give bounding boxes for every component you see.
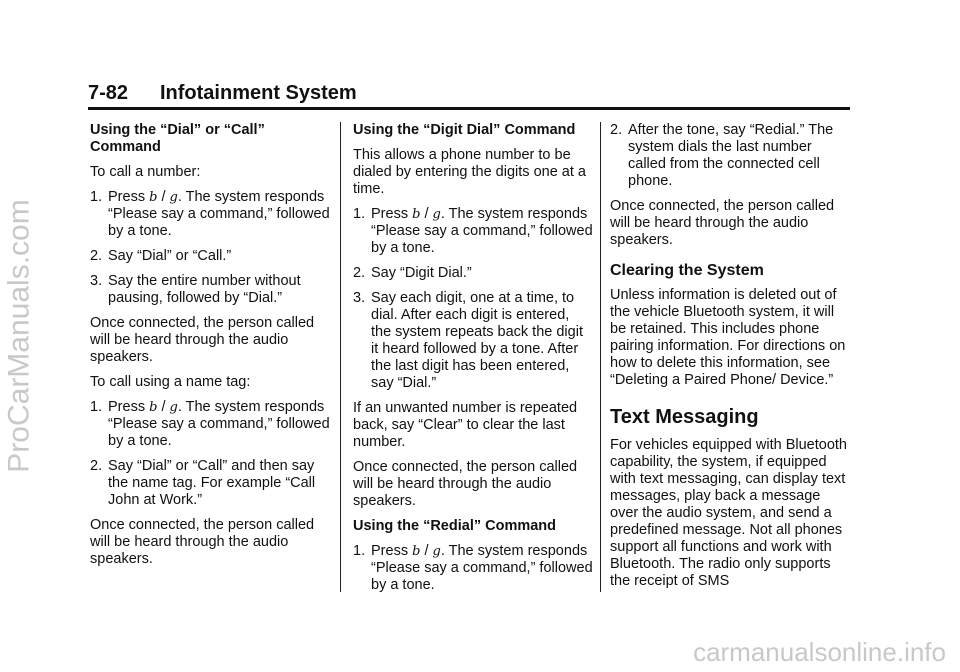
step-item: 2. Say “Dial” or “Call” and then say the name tag. For example “Call John at Work.”	[90, 458, 316, 508]
paragraph-call-number: To call a number:	[90, 164, 201, 180]
paragraph-connected: Once connected, the person called will be heard through the audio speakers.	[90, 315, 315, 365]
voice-icon: g	[432, 544, 441, 559]
voice-icon: g	[432, 207, 441, 222]
watermark-left	[0, 0, 40, 672]
phone-icon: b	[412, 544, 421, 559]
step-item: 3. Say the entire number without pausing, followed by “Dial.”	[90, 273, 301, 306]
page-title: Infotainment System	[160, 82, 357, 104]
paragraph-connected: Once connected, the person called will be heard through the audio speakers.	[610, 198, 835, 248]
page-number: 7-82	[88, 82, 129, 104]
step-item: 3. Say each digit, one at a time, to dial. After each digit is entered, the system repeats back the digit it heard followed by a tone. After the last digit has been entered, say “Dial.”	[353, 290, 583, 391]
heading-redial: Using the “Redial” Command	[353, 518, 557, 534]
heading-clearing-system: Clearing the System	[610, 262, 764, 279]
heading-digit-dial: Using the “Digit Dial” Command	[353, 122, 576, 138]
step-item: 1. Press b / g. The system responds “Please say a command,” followed by a tone.	[353, 543, 593, 593]
page-header	[88, 80, 850, 106]
paragraph-text-messaging: For vehicles equipped with Bluetooth capability, the system, if equipped with text messaging, can display text messages, play back a message over the audio system, and send a predefined message. Not all phones support all functions and work with Bluetooth. The radio only supports the receipt of SMS	[610, 437, 847, 589]
header-rule	[88, 107, 850, 110]
watermark-bottom: carmanualsonline.info	[693, 637, 946, 667]
paragraph-clearing: Unless information is deleted out of the vehicle Bluetooth system, it will be retained. This includes phone pairing information. For directions on how to delete this information, see “Deleting a Paired Phone/ Device.”	[610, 287, 846, 388]
column-1	[90, 122, 330, 576]
watermark-left-text: ProCarManuals.com	[3, 199, 36, 473]
paragraph-digit-intro: This allows a phone number to be dialed by entering the digits one at a time.	[353, 147, 586, 197]
paragraph-connected: Once connected, the person called will be heard through the audio speakers.	[90, 517, 315, 567]
step-item: 2. Say “Dial” or “Call.”	[90, 248, 232, 264]
step-item: 1. Press b / g. The system responds “Please say a command,” followed by a tone.	[90, 399, 330, 449]
voice-icon: g	[169, 190, 178, 205]
column-divider-1	[340, 122, 341, 592]
phone-icon: b	[149, 400, 158, 415]
paragraph-name-tag: To call using a name tag:	[90, 374, 251, 390]
step-item: 1. Press b / g. The system responds “Please say a command,” followed by a tone.	[353, 206, 593, 256]
paragraph-unwanted-number: If an unwanted number is repeated back, say “Clear” to clear the last number.	[353, 400, 578, 450]
step-item: 2. After the tone, say “Redial.” The system dials the last number called from the connected cell phone.	[610, 122, 834, 189]
heading-dial-call: Using the “Dial” or “Call” Command	[90, 122, 265, 155]
step-item: 2. Say “Digit Dial.”	[353, 265, 472, 281]
column-divider-2	[600, 122, 601, 592]
heading-text-messaging: Text Messaging	[610, 406, 759, 428]
paragraph-connected: Once connected, the person called will be heard through the audio speakers.	[353, 459, 578, 509]
phone-icon: b	[412, 207, 421, 222]
voice-icon: g	[169, 400, 178, 415]
column-2	[353, 122, 593, 602]
phone-icon: b	[149, 190, 158, 205]
step-item: 1. Press b / g. The system responds “Please say a command,” followed by a tone.	[90, 189, 330, 239]
column-3	[610, 122, 850, 598]
